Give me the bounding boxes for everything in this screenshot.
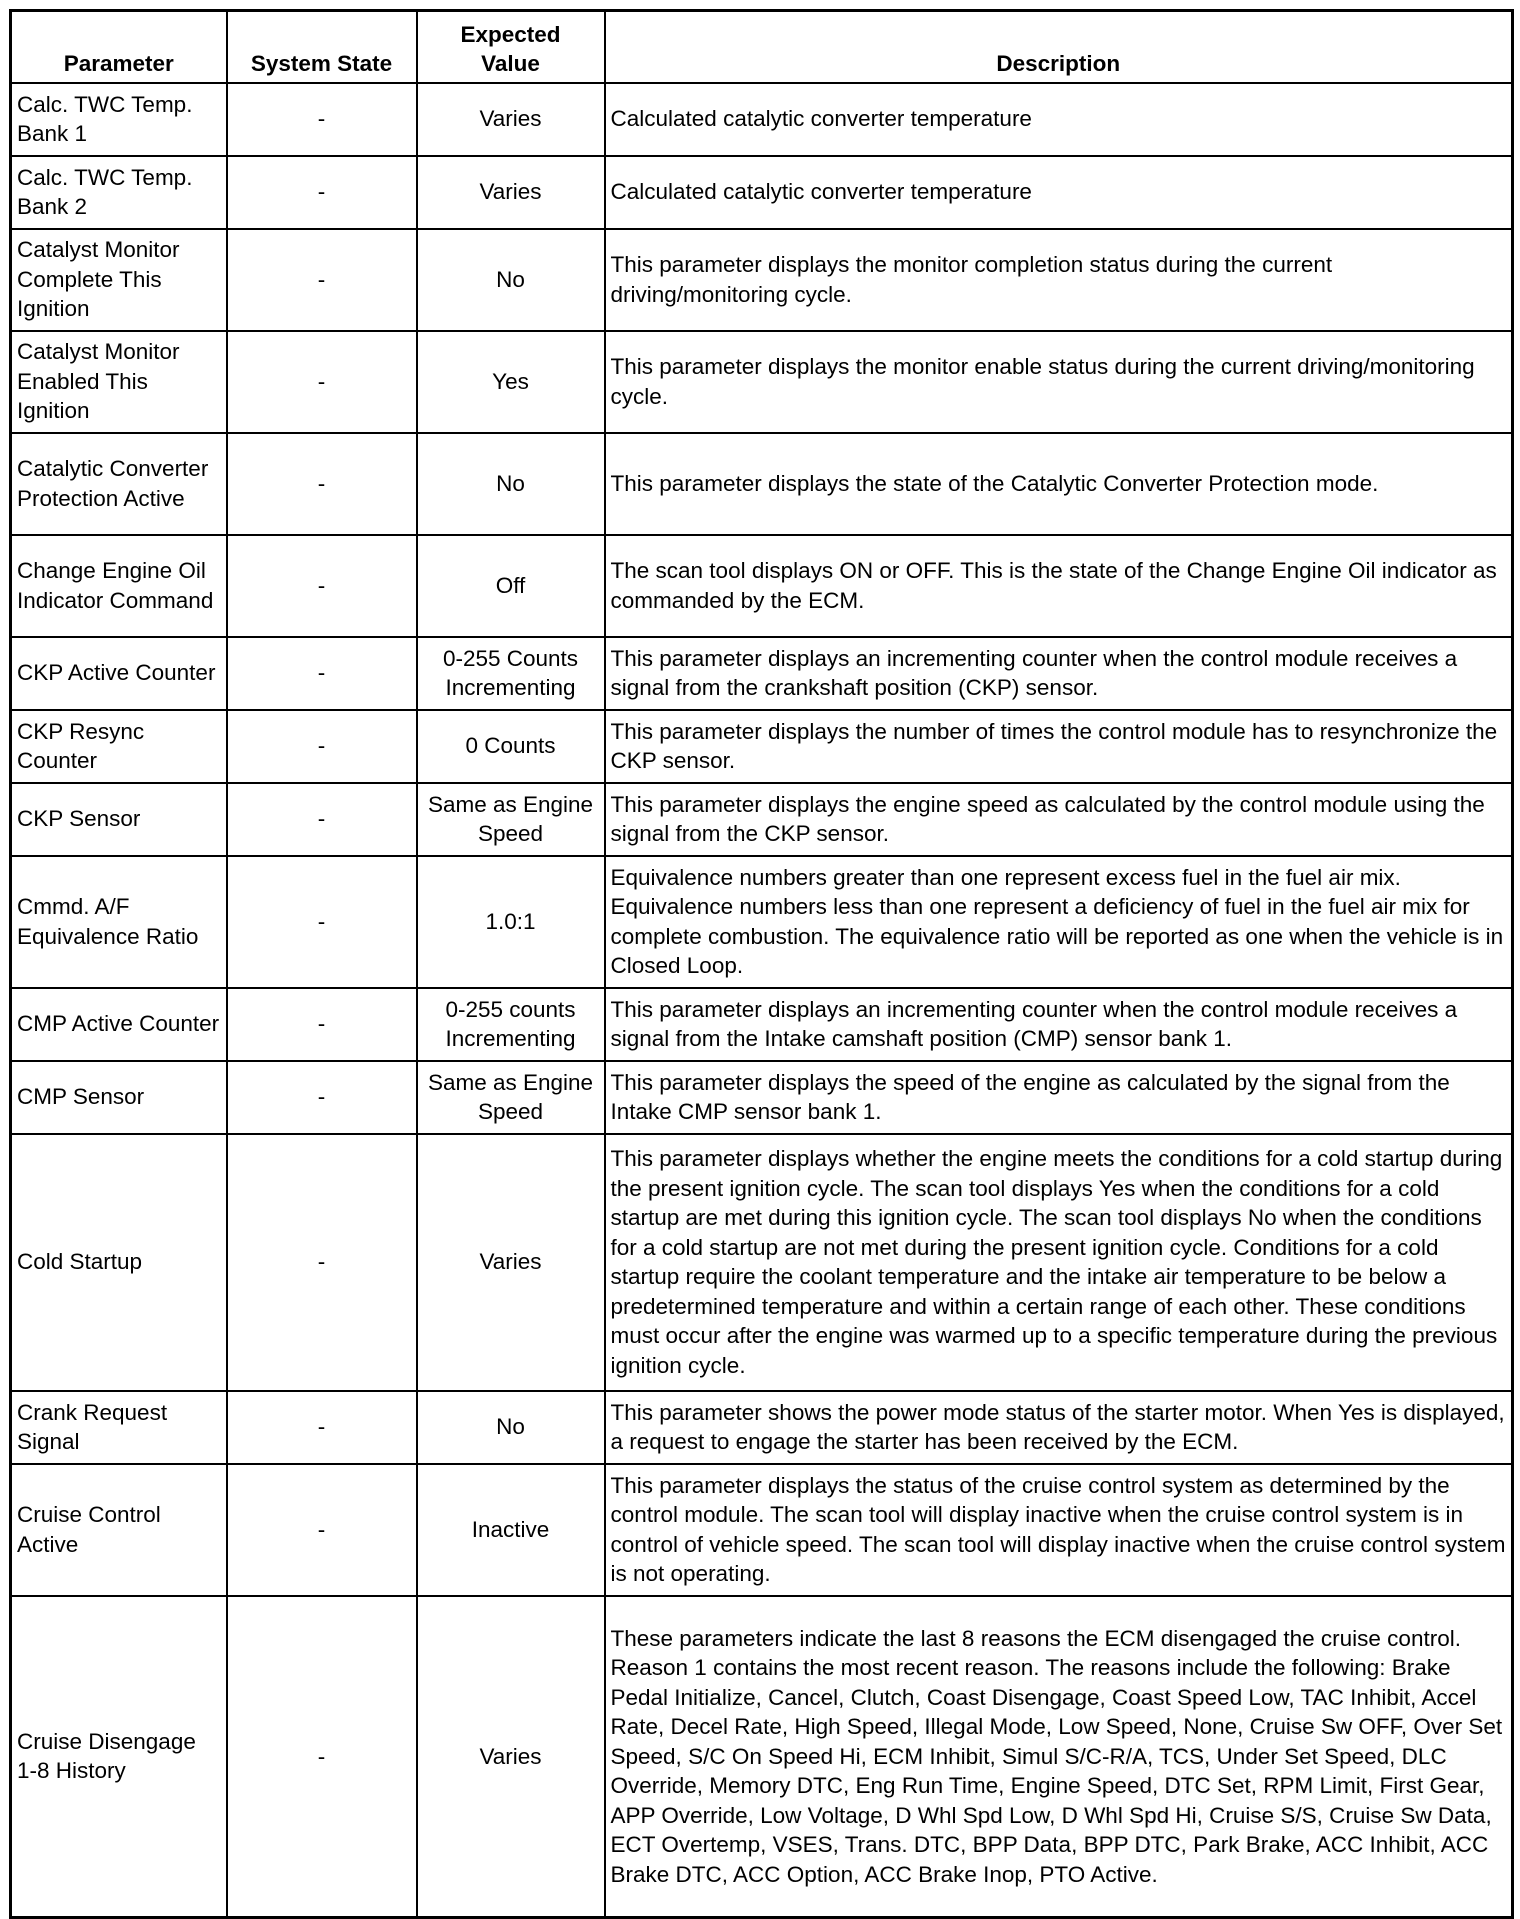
description-cell: This parameter displays the state of the Catalytic Converter Protection mode. — [605, 433, 1513, 535]
table-header — [11, 11, 1513, 83]
table-row — [11, 156, 1513, 229]
table-row — [11, 710, 1513, 783]
table-row — [11, 83, 1513, 156]
system-state-cell: - — [227, 1061, 417, 1134]
expected-value-cell: 1.0:1 — [417, 856, 605, 988]
system-state-cell: - — [227, 1596, 417, 1918]
description-cell: This parameter displays the speed of the engine as calculated by the signal from the Intake CMP sensor bank 1. — [605, 1061, 1513, 1134]
expected-value-cell: Varies — [417, 1134, 605, 1391]
description-cell: This parameter displays the monitor completion status during the current driving/monitoring cycle. — [605, 229, 1513, 331]
table-row — [11, 1464, 1513, 1596]
expected-value-cell: No — [417, 229, 605, 331]
expected-value-cell: Off — [417, 535, 605, 637]
description-cell: This parameter shows the power mode status of the starter motor. When Yes is displayed, a request to engage the starter has been received by the ECM. — [605, 1391, 1513, 1464]
table-row — [11, 637, 1513, 710]
param-cell: Catalyst Monitor Complete This Ignition — [11, 229, 227, 331]
header-row — [11, 11, 1513, 83]
header-description: Description — [605, 11, 1513, 83]
description-cell: This parameter displays the engine speed as calculated by the control module using the signal from the CKP sensor. — [605, 783, 1513, 856]
description-cell: This parameter displays an incrementing counter when the control module receives a signal from the Intake camshaft position (CMP) sensor bank 1. — [605, 988, 1513, 1061]
param-cell: Catalytic Converter Protection Active — [11, 433, 227, 535]
param-cell: Calc. TWC Temp. Bank 2 — [11, 156, 227, 229]
description-cell: This parameter displays the monitor enable status during the current driving/monitoring cycle. — [605, 331, 1513, 433]
table-row — [11, 433, 1513, 535]
description-cell: Equivalence numbers greater than one represent excess fuel in the fuel air mix. Equivalence numbers less than one represent a deficiency of fuel in the fuel air mix for complete combustion. The equivalence ratio will be reported as one when the vehicle is in Closed Loop. — [605, 856, 1513, 988]
system-state-cell: - — [227, 1134, 417, 1391]
description-cell: Calculated catalytic converter temperature — [605, 156, 1513, 229]
table-row — [11, 535, 1513, 637]
system-state-cell: - — [227, 331, 417, 433]
system-state-cell: - — [227, 83, 417, 156]
system-state-cell: - — [227, 856, 417, 988]
expected-value-cell: Varies — [417, 1596, 605, 1918]
expected-value-cell: Yes — [417, 331, 605, 433]
description-cell: This parameter displays an incrementing counter when the control module receives a signal from the crankshaft position (CKP) sensor. — [605, 637, 1513, 710]
parameter-table-container — [9, 9, 1511, 1919]
param-cell: CKP Active Counter — [11, 637, 227, 710]
expected-value-cell: 0-255 Counts Incrementing — [417, 637, 605, 710]
system-state-cell: - — [227, 1391, 417, 1464]
description-cell: Calculated catalytic converter temperature — [605, 83, 1513, 156]
table-row — [11, 856, 1513, 988]
parameter-table — [9, 9, 1514, 1919]
table-row — [11, 1134, 1513, 1391]
expected-value-cell: Same as Engine Speed — [417, 1061, 605, 1134]
header-expected-value — [417, 11, 605, 83]
expected-value-cell: 0-255 counts Incrementing — [417, 988, 605, 1061]
system-state-cell: - — [227, 433, 417, 535]
table-row — [11, 1061, 1513, 1134]
table-row — [11, 1391, 1513, 1464]
param-cell: CKP Sensor — [11, 783, 227, 856]
expected-value-cell: Inactive — [417, 1464, 605, 1596]
system-state-cell: - — [227, 637, 417, 710]
description-cell: This parameter displays whether the engine meets the conditions for a cold startup during the present ignition cycle. The scan tool displays Yes when the conditions for a cold startup are met during this ignition cycle. The scan tool displays No when the conditions for a cold startup are not met during the present ignition cycle. Conditions for a cold startup require the coolant temperature and the intake air temperature to be below a predetermined temperature and within a certain range of each other. These conditions must occur after the engine was warmed up to a specific temperature during the previous ignition cycle. — [605, 1134, 1513, 1391]
system-state-cell: - — [227, 988, 417, 1061]
header-system-state: System State — [227, 11, 417, 83]
table-row — [11, 229, 1513, 331]
description-cell: The scan tool displays ON or OFF. This is the state of the Change Engine Oil indicator as commanded by the ECM. — [605, 535, 1513, 637]
table-row — [11, 988, 1513, 1061]
description-cell: These parameters indicate the last 8 reasons the ECM disengaged the cruise control. Reason 1 contains the most recent reason. The reasons include the following: Brake Pedal Initialize, Cancel, Clutch, Coast Disengage, Coast Speed Low, TAC Inhibit, Accel Rate, Decel Rate, High Speed, Illegal Mode, Low Speed, None, Cruise Sw OFF, Over Set Speed, S/C On Speed Hi, ECM Inhibit, Simul S/C-R/A, TCS, Under Set Speed, DLC Override, Memory DTC, Eng Run Time, Engine Speed, DTC Set, RPM Limit, First Gear, APP Override, Low Voltage, D Whl Spd Low, D Whl Spd Hi, Cruise S/S, Cruise Sw Data, ECT Overtemp, VSES, Trans. DTC, BPP Data, BPP DTC, Park Brake, ACC Inhibit, ACC Brake DTC, ACC Option, ACC Brake Inop, PTO Active. — [605, 1596, 1513, 1918]
system-state-cell: - — [227, 783, 417, 856]
expected-value-cell: 0 Counts — [417, 710, 605, 783]
expected-value-cell: Same as Engine Speed — [417, 783, 605, 856]
param-cell: Cmmd. A/F Equivalence Ratio — [11, 856, 227, 988]
system-state-cell: - — [227, 535, 417, 637]
header-expected-value-line1: Expected — [460, 21, 561, 47]
param-cell: Change Engine Oil Indicator Command — [11, 535, 227, 637]
param-cell: Crank Request Signal — [11, 1391, 227, 1464]
header-parameter: Parameter — [11, 11, 227, 83]
expected-value-cell: No — [417, 433, 605, 535]
param-cell: Catalyst Monitor Enabled This Ignition — [11, 331, 227, 433]
param-cell: CMP Sensor — [11, 1061, 227, 1134]
param-cell: Cold Startup — [11, 1134, 227, 1391]
param-cell: Cruise Disengage 1-8 History — [11, 1596, 227, 1918]
table-row — [11, 783, 1513, 856]
expected-value-cell: Varies — [417, 156, 605, 229]
system-state-cell: - — [227, 156, 417, 229]
table-row — [11, 1596, 1513, 1918]
param-cell: Cruise Control Active — [11, 1464, 227, 1596]
param-cell: CKP Resync Counter — [11, 710, 227, 783]
description-cell: This parameter displays the status of the cruise control system as determined by the control module. The scan tool will display inactive when the cruise control system is in control of vehicle speed. The scan tool will display inactive when the cruise control system is not operating. — [605, 1464, 1513, 1596]
expected-value-cell: No — [417, 1391, 605, 1464]
header-expected-value-line2: Value — [481, 51, 540, 76]
param-cell: CMP Active Counter — [11, 988, 227, 1061]
table-body — [11, 83, 1513, 1918]
param-cell: Calc. TWC Temp. Bank 1 — [11, 83, 227, 156]
table-row — [11, 331, 1513, 433]
system-state-cell: - — [227, 229, 417, 331]
description-cell: This parameter displays the number of times the control module has to resynchronize the CKP sensor. — [605, 710, 1513, 783]
system-state-cell: - — [227, 710, 417, 783]
system-state-cell: - — [227, 1464, 417, 1596]
expected-value-cell: Varies — [417, 83, 605, 156]
